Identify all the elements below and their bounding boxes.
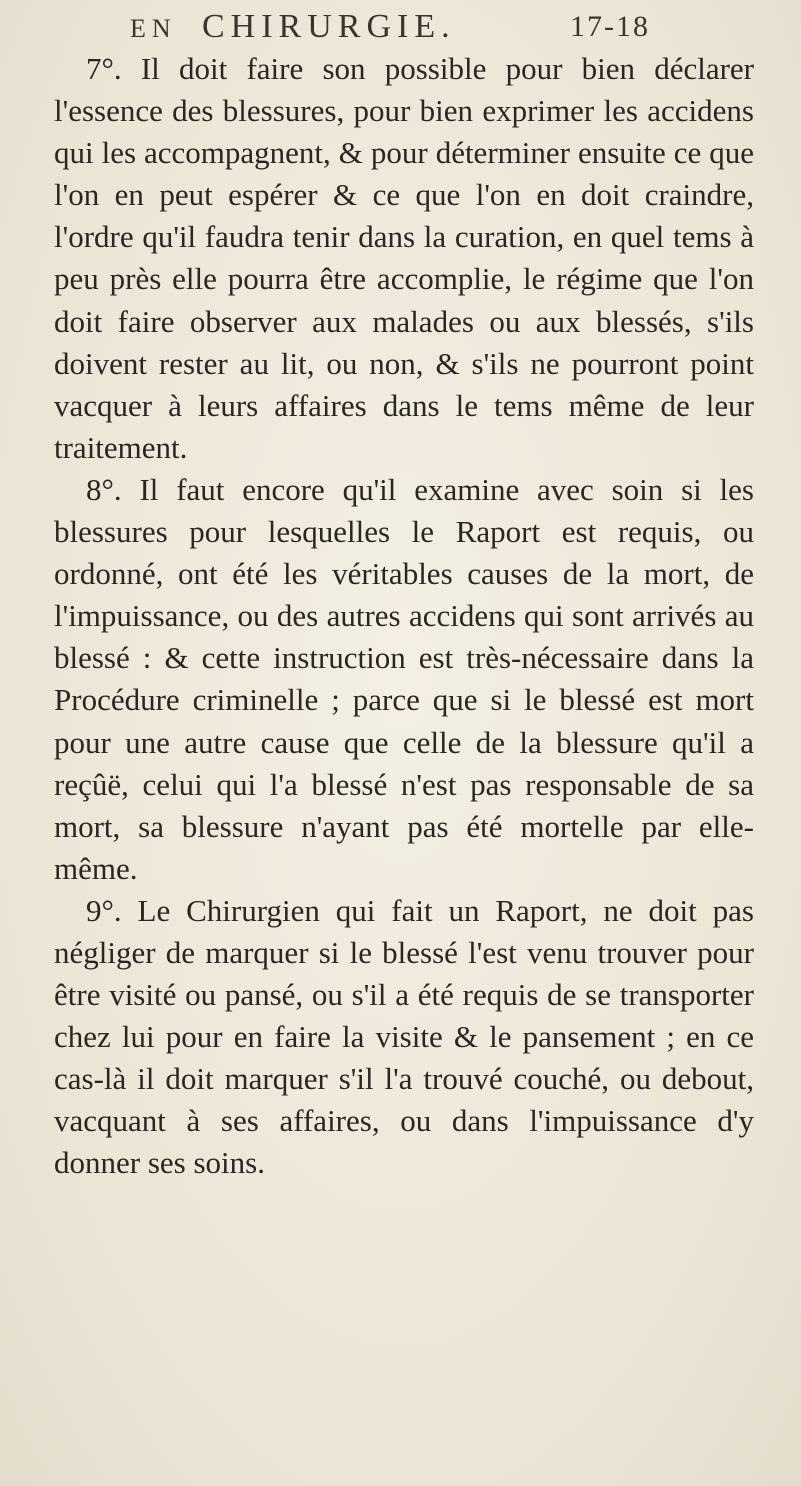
header-page-range: 17-18 bbox=[570, 10, 650, 43]
running-header bbox=[130, 8, 690, 52]
paragraph-7: 7°. Il doit faire son possible pour bien déclarer l'essence des blessures, pour bien exprimer les accidens qui les accompagnent, & pour déterminer ensuite ce que l'on en peut espérer & ce que l'on en doit craindre, l'ordre qu'il faudra tenir dans la curation, en quel tems à peu près elle pourra être accomplie, le régime que l'on doit faire observer aux malades ou aux blessés, s'ils doivent rester au lit, ou non, & s'ils ne pourront point vacquer à leurs affaires dans le tems même de leur traitement. bbox=[54, 51, 754, 465]
paragraph-8: 8°. Il faut encore qu'il examine avec soin si les blessures pour lesquelles le Raport est requis, ou ordonné, ont été les véritables causes de la mort, de l'impuissance, ou des autres accidens qui sont arrivés au blessé : & cette instruction est très-nécessaire dans la Procédure criminelle ; parce que si le blessé est mort pour une autre cause que celle de la blessure qu'il a reçûë, celui qui l'a blessé n'est pas responsable de sa mort, sa blessure n'ayant pas été mortelle par elle-même. bbox=[54, 471, 754, 886]
paragraph-9: 9°. Le Chirurgien qui fait un Raport, ne doit pas négliger de marquer si le blessé l'est venu trouver pour être visité ou pansé, ou s'il a été requis de se transporter chez lui pour en faire la visite & le pansement ; en ce cas-là il doit marquer s'il l'a trouvé couché, ou debout, vacquant à ses affaires, ou dans l'impuissance d'y donner ses soins. bbox=[54, 892, 754, 1181]
header-title: CHIRURGIE. bbox=[202, 8, 456, 45]
body-text bbox=[54, 48, 754, 1185]
header-prefix: EN bbox=[130, 14, 177, 43]
